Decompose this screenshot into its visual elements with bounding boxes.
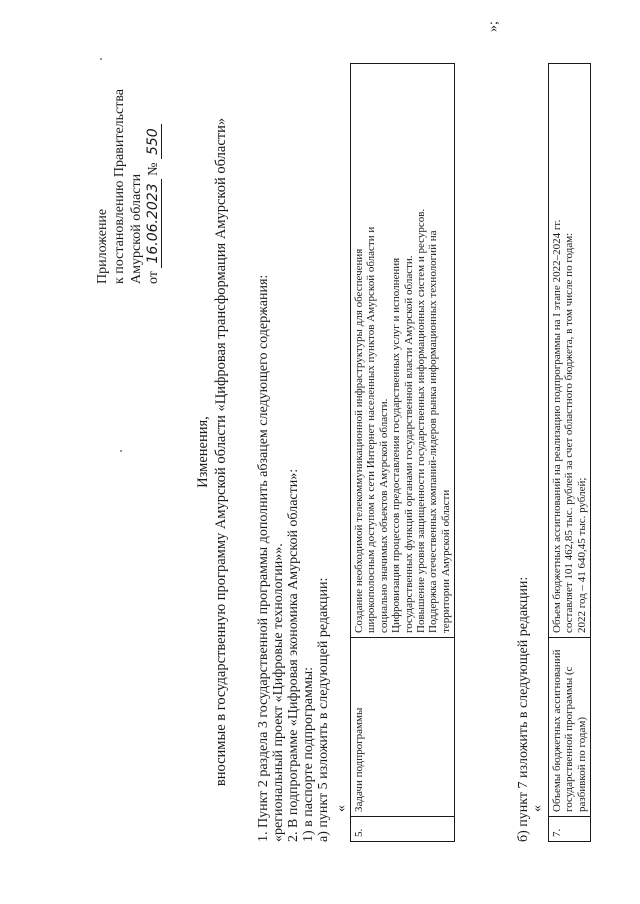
scan-speck [100, 58, 102, 60]
content-line: составляет 101 462,85 тыс. рублей за счет областного бюджета, в том числе по годам: [563, 232, 576, 633]
row-content [351, 64, 455, 638]
appendix-line-1: Приложение [95, 208, 110, 284]
paragraph-5: а) пункт 5 изложить в следующей редакции: [316, 577, 331, 842]
paragraph-4: 1) в паспорте подпрограммы: [301, 666, 316, 842]
row-label: Задачи подпрограммы [351, 638, 455, 817]
appendix-date-line [145, 34, 162, 284]
title-line-1: Изменения, [195, 416, 211, 488]
content-line: социально значимых объектов Амурской области. [377, 398, 390, 633]
appendix-from-label: от [146, 271, 161, 284]
handwritten-number: 550 [146, 124, 162, 159]
content-line: широкополосным доступом к сети Интернет населенных пунктов Амурской области и [365, 226, 378, 633]
table-row [549, 64, 591, 842]
open-quote-1: « [334, 805, 349, 812]
content-line: Повышение уровня защищенности государственных информационных систем и ресурсов. [415, 208, 428, 633]
row-label: Объемы бюджетных ассигнований государственной программы (с разбивкой по годам) [549, 638, 591, 817]
body-text [256, 42, 331, 842]
document-title [194, 40, 230, 864]
scan-speck [120, 450, 122, 452]
content-line: Поддержка отечественных компаний-лидеров рынка информационных технологий на [427, 230, 440, 633]
title-line-2: вносимые в государственную программу Амурской области «Цифровая трансформация Амурской области» [213, 117, 229, 787]
appendix-number-label: № [146, 162, 161, 176]
close-quote: »; [486, 21, 501, 32]
row-content [549, 64, 591, 638]
paragraph-3: 2. В подпрограмме «Цифровая экономика Амурской области»: [286, 468, 301, 842]
table-item-7 [548, 63, 591, 842]
table-row [351, 64, 455, 842]
content-line: государственных функций органами государственной власти Амурской области. [402, 255, 415, 633]
appendix-line-3: Амурской области [129, 173, 144, 284]
content-line: территории Амурской области [439, 489, 452, 633]
open-quote-2: « [530, 805, 545, 812]
handwritten-date: 16.06.2023 [146, 179, 162, 267]
row-number: 5. [351, 817, 455, 842]
appendix-line-2: к постановлению Правительства [112, 88, 127, 284]
appendix-header [94, 34, 162, 284]
content-line: Цифровизация процессов предоставления государственных услуг и исполнения [390, 257, 403, 633]
content-line: Объем бюджетных ассигнований на реализацию подпрограммы на I этапе 2022–2024 гг. [551, 219, 563, 633]
paragraph-2: «региональный проект «Цифровые технологии»». [271, 543, 286, 842]
paragraph-6: б) пункт 7 изложить в следующей редакции: [516, 576, 531, 842]
content-line: 2022 год – 41 640,45 тыс. рублей; [575, 477, 588, 633]
content-line: Создание необходимой телекоммуникационной инфраструктуры для обеспечения [353, 248, 365, 633]
table-item-5 [350, 63, 455, 842]
paragraph-1: 1. Пункт 2 раздела 3 государственной программы дополнить абзацем следующего содержания: [256, 274, 271, 842]
row-number: 7. [549, 817, 591, 842]
